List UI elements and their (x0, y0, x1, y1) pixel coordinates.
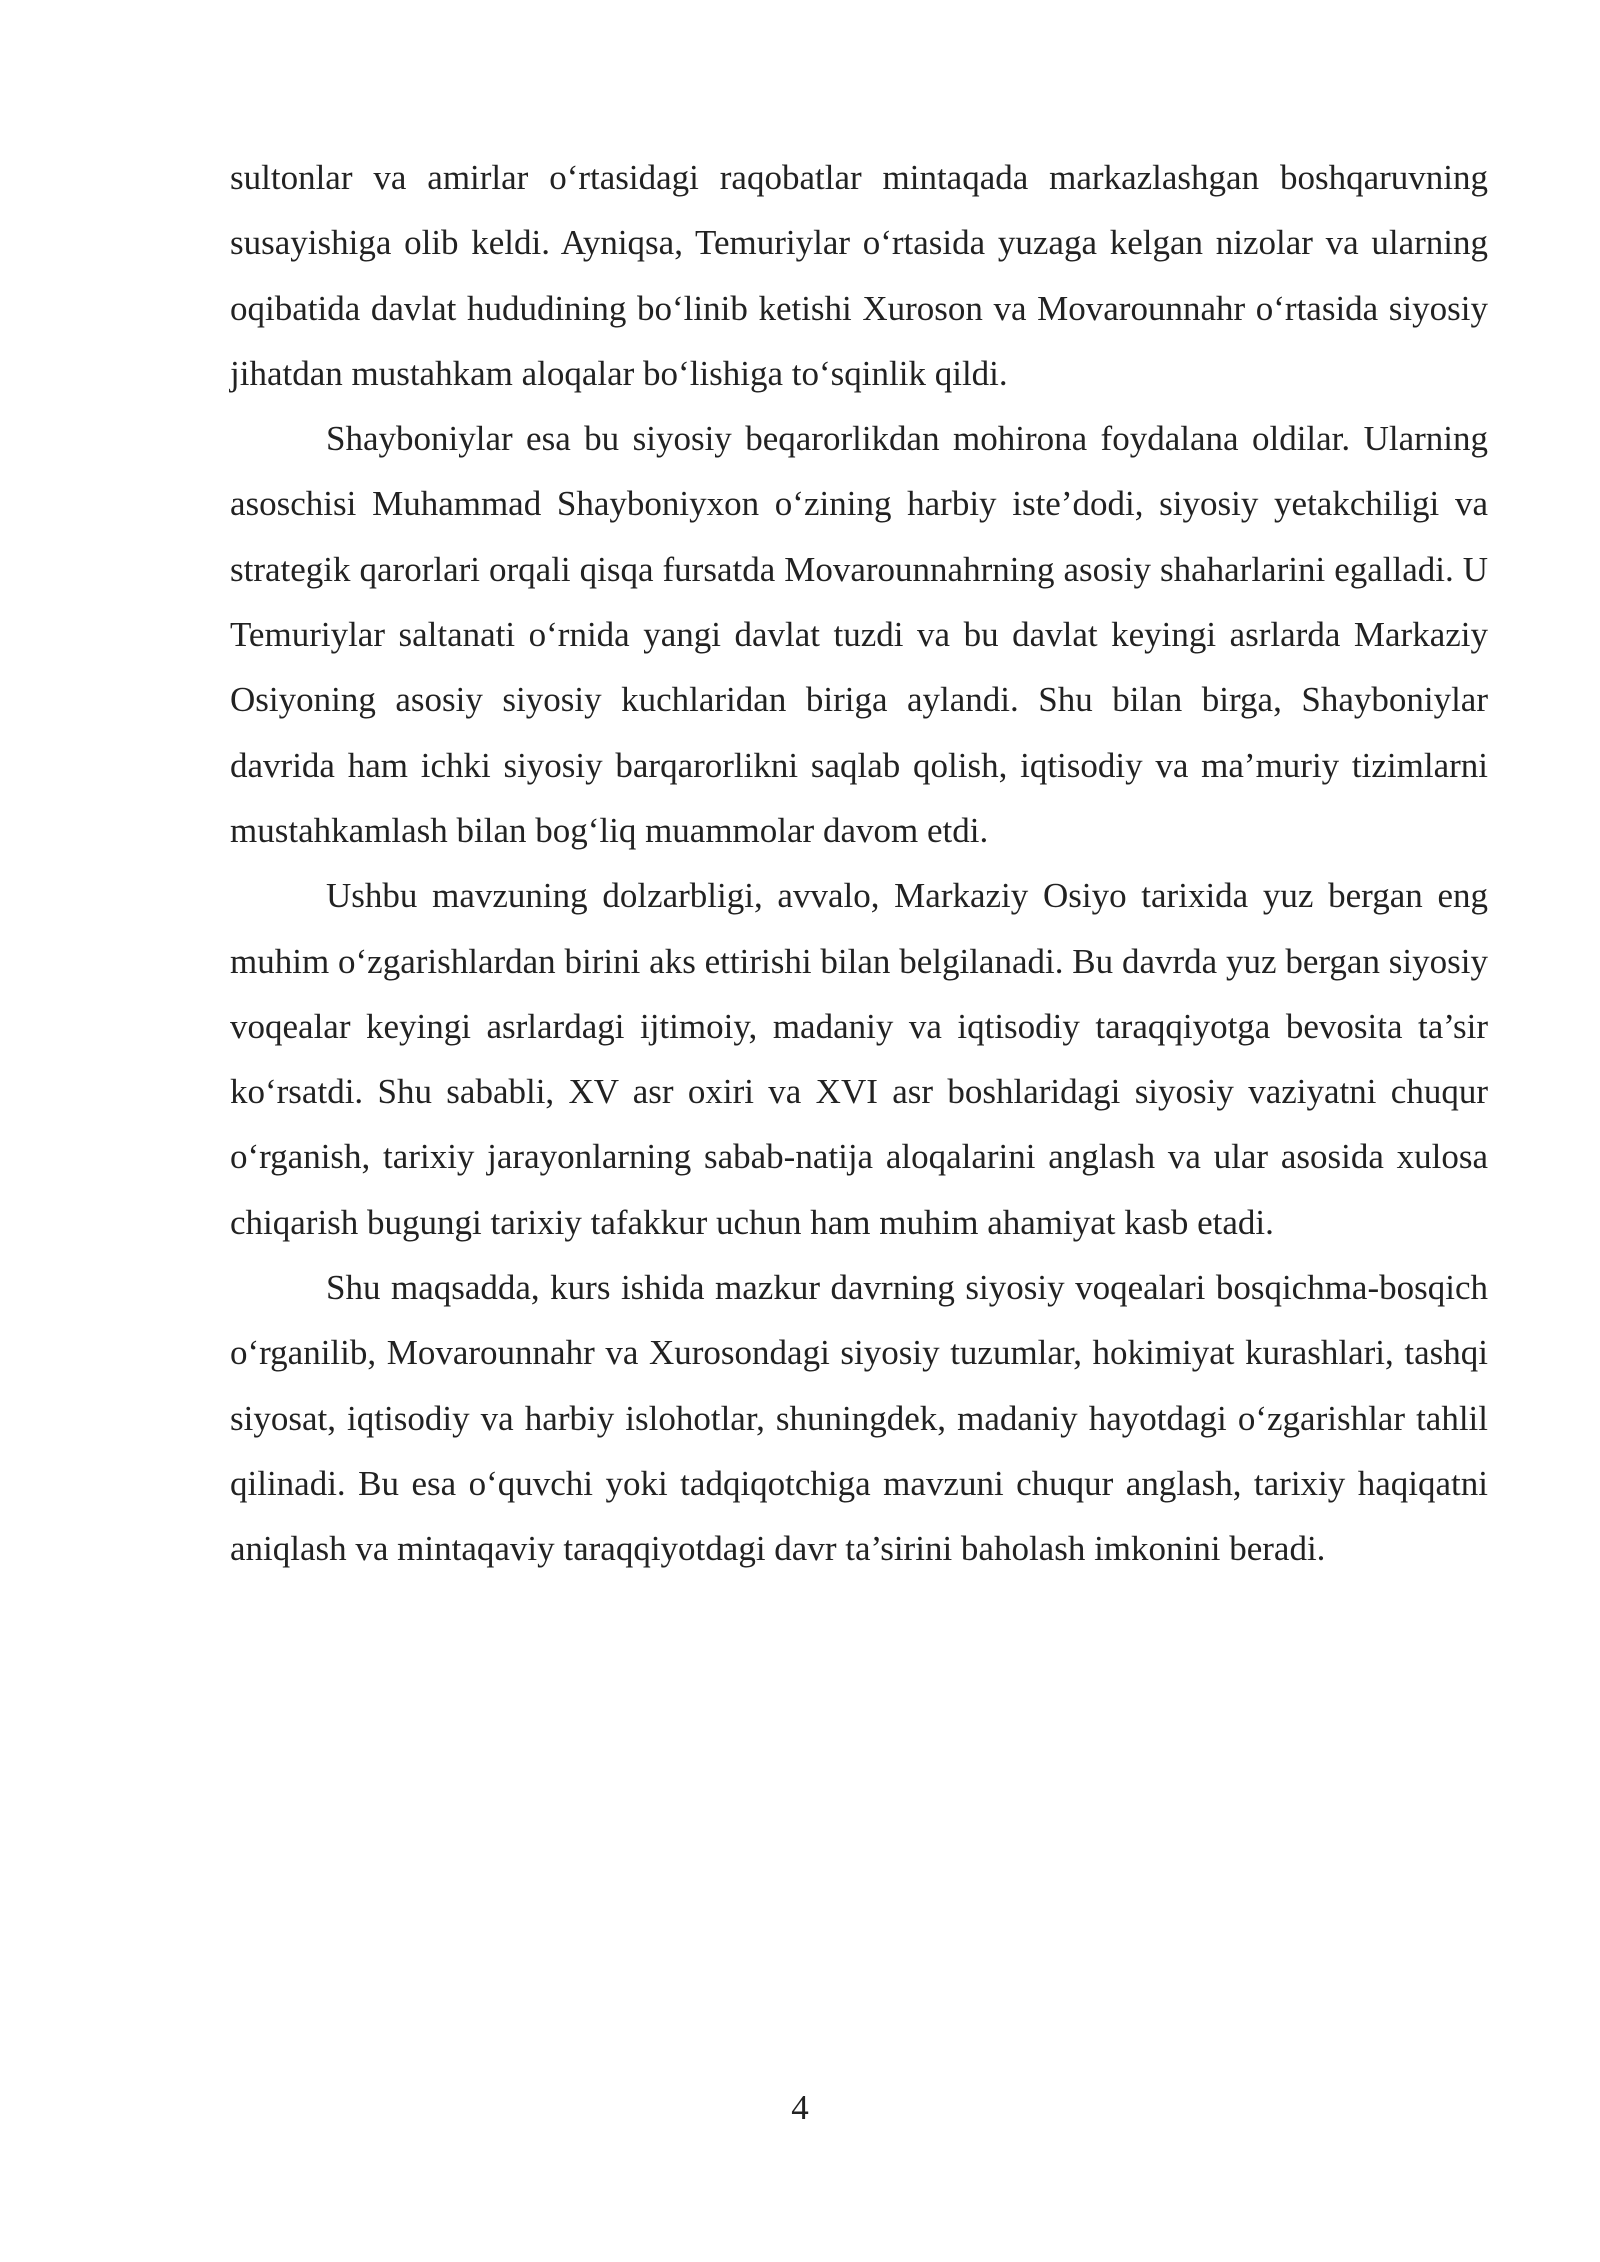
paragraph-dolzarbligi: Ushbu mavzuning dolzarbligi, avvalo, Markaziy Osiyo tarixida yuz bergan eng muhim o‘zgarishlardan birini aks ettirishi bilan belgilanadi. Bu davrda yuz bergan siyosiy voqealar keyingi asrlardagi ijtimoiy, madaniy va iqtisodiy taraqqiyotga bevosita ta’sir ko‘rsatdi. Shu sababli, XV asr oxiri va XVI asr boshlaridagi siyosiy vaziyatni chuqur o‘rganish, tarixiy jarayonlarning sabab-natija aloqalarini anglash va ular asosida xulosa chiqarish bugungi tarixiy tafakkur uchun ham muhim ahamiyat kasb etadi. (230, 876, 1488, 1242)
paragraph-shayboniylar: Shayboniylar esa bu siyosiy beqarorlikdan mohirona foydalana oldilar. Ularning asoschisi Muhammad Shayboniyxon o‘zining harbiy iste’dodi, siyosiy yetakchiligi va strategik qarorlari orqali qisqa fursatda Movarounnahrning asosiy shaharlarini egalladi. U Temuriylar saltanati o‘rnida yangi davlat tuzdi va bu davlat keyingi asrlarda Markaziy Osiyoning asosiy siyosiy kuchlaridan biriga aylandi. Shu bilan birga, Shayboniylar davrida ham ichki siyosiy barqarorlikni saqlab qolish, iqtisodiy va ma’muriy tizimlarni mustahkamlash bilan bog‘liq muammolar davom etdi. (230, 419, 1488, 850)
paragraph-maqsadda: Shu maqsadda, kurs ishida mazkur davrning siyosiy voqealari bosqichma-bosqich o‘rganilib, Movarounnahr va Xurosondagi siyosiy tuzumlar, hokimiyat kurashlari, tashqi siyosat, iqtisodiy va harbiy islohotlar, shuningdek, madaniy hayotdagi o‘zgarishlar tahlil qilinadi. Bu esa o‘quvchi yoki tadqiqotchiga mavzuni chuqur anglash, tarixiy haqiqatni aniqlash va mintaqaviy taraqqiyotdagi davr ta’sirini baholash imkonini beradi. (230, 1268, 1488, 1569)
paragraph-continuation: sultonlar va amirlar o‘rtasidagi raqobatlar mintaqada markazlashgan boshqaruvning susayishiga olib keldi. Ayniqsa, Temuriylar o‘rtasida yuzaga kelgan nizolar va ularning oqibatida davlat hududining bo‘linib ketishi Xuroson va Movarounnahr o‘rtasida siyosiy jihatdan mustahkam aloqalar bo‘lishiga to‘sqinlik qildi. (230, 158, 1488, 393)
page-number: 4 (791, 2088, 809, 2127)
body-text (230, 145, 1488, 1582)
